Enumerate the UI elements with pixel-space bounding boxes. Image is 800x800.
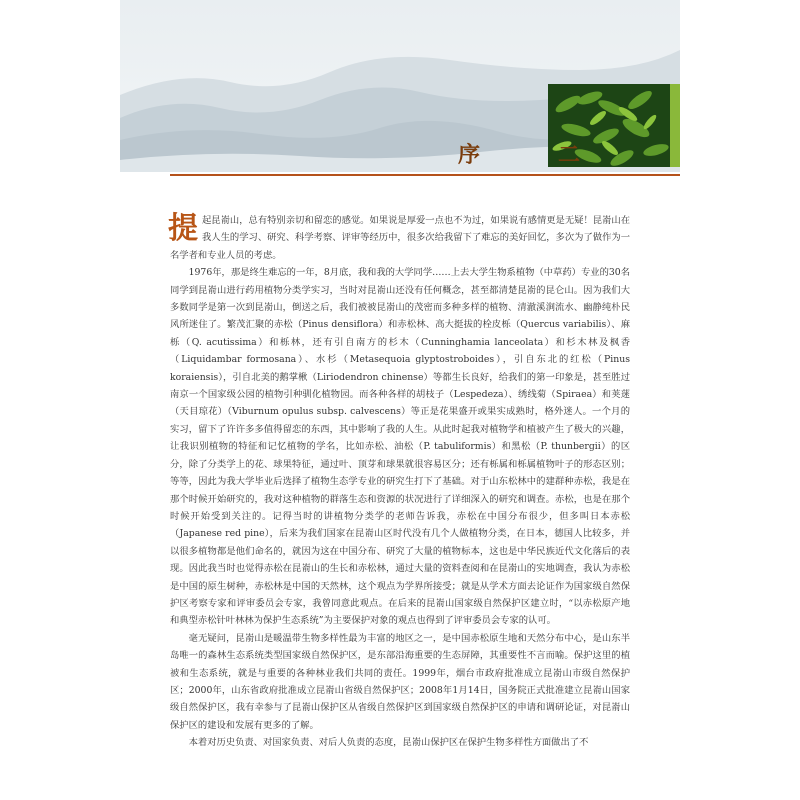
paragraph-4: 本着对历史负责、对国家负责、对后人负责的态度，昆嵛山保护区在保护生物多样性方面做出了不 [188,737,589,749]
preface-body [170,212,630,752]
chapter-title: 序 二 [458,142,609,168]
drop-cap: 提 [168,211,198,246]
paragraph-text: 起昆嵛山，总有特别亲切和留恋的感觉。如果说是厚爱一点也不为过，如果说有感情更是无疑！昆嵛山在我人生的学习、研究、科学考察、评审等经历中，很多次给我留下了难忘的美好回忆，多次为了做作为一名学者和专业人员的考虑。 [170,215,630,261]
title-rule [170,174,680,176]
accent-bar [670,84,680,167]
paragraph-3: 毫无疑问，昆嵛山是暖温带生物多样性最为丰富的地区之一，是中国赤松原生地和天然分布中心，是山东半岛唯一的森林生态系统类型国家级自然保护区，是东部沿海重要的生态屏障，其重要性不言而喻。保护这里的植被和生态系统，就是与重要的各种林业我们共同的责任。1999年，烟台市政府批准成立昆嵛山市级自然保护区；2000年，山东省政府批准成立昆嵛山省级自然保护区；2008年1月14日，国务院正式批准建立昆嵛山国家级自然保护区，我有幸参与了昆嵛山保护区从省级自然保护区到国家级自然保护区的申请和调研论证，对昆嵛山保护区的建设和发展有更多的了解。 [170,632,630,731]
paragraph-1 [170,212,630,264]
paragraph-2: 1976年，那是终生难忘的一年，8月底，我和我的大学同学……上去大学生物系植物（中草药）专业的30名同学到昆嵛山进行药用植物分类学实习，当时对昆嵛山还没有任何概念，甚至都清楚昆嵛的昆仑山。因为我们大多数同学是第一次到昆嵛山，倒送之后，我们被被昆嵛山的茂密而多种多样的植物、清澈溪涧流水、幽静纯朴民风所迷住了。繁茂汇聚的赤松（Pinus densiflora）和赤松林、高大挺拔的栓皮栎（Quercus variabilis）、麻栎（Q. acutissima）和栎林，还有引自南方的杉木（Cunninghamia lanceolata）和杉木林及枫香（Liquidambar formosana）、水杉（Metasequoia glyptostroboides），引自东北的红松（Pinus koraiensis），引自北美的鹅掌楸（Liriodendron chinense）等都生长良好，给我们的第一印象是，甚至胜过南京一个国家级公园的植物引种驯化植物园。而各种各样的胡枝子（Lespedeza）、绣线菊（Spiraea）和荚蒾（天目琼花）（Viburnum opulus subsp. calvescens）等正是花果盛开或果实成熟时，格外迷人。一个月的实习，留下了许许多多值得留恋的东西，其中影响了我的人生。从此时起我对植物学和植被产生了极大的兴趣，让我识别植物的特征和记忆植物的学名，比如赤松、油松（P. tabuliformis）和黑松（P. thunbergii）的区分，除了分类学上的花、球果特征，通过叶、顶芽和球果就很容易区分；还有栎属和栎属植物叶子的形态区别；等等，因此为我大学毕业后选择了植物生态学专业的研究生打下了基础。对于山东松林中的建群种赤松，我是在那个时候开始研究的，我对这种植物的群落生态和资源的状况进行了详细深入的研究和调查。赤松，也是在那个时候开始受到关注的。记得当时的讲植物分类学的老师告诉我，赤松在中国分布很少，但多叫日本赤松（Japanese red pine），后来为我们国家在昆嵛山区时代没有几个人做植物分类，在日本，德国人比较多，并以很多植物都是他们命名的，就因为这在中国分布、研究了大量的植物标本，这也是中华民族近代文化落后的表现。因此我当时也觉得赤松在昆嵛山的生长和赤松林，通过大量的资料查阅和在昆嵛山的实地调查，我认为赤松是中国的原生树种，赤松林是中国的天然林，这个观点为学界所接受；就是从学术方面去论证作为国家级自然保护区考察专家和评审委员会专家，我曾同意此观点。在后来的昆嵛山国家级自然保护区建立时，“以赤松原产地和典型赤松针叶林林为保护生态系统”为主要保护对象的观点也得到了评审委员会专家的认可。 [170,267,630,627]
